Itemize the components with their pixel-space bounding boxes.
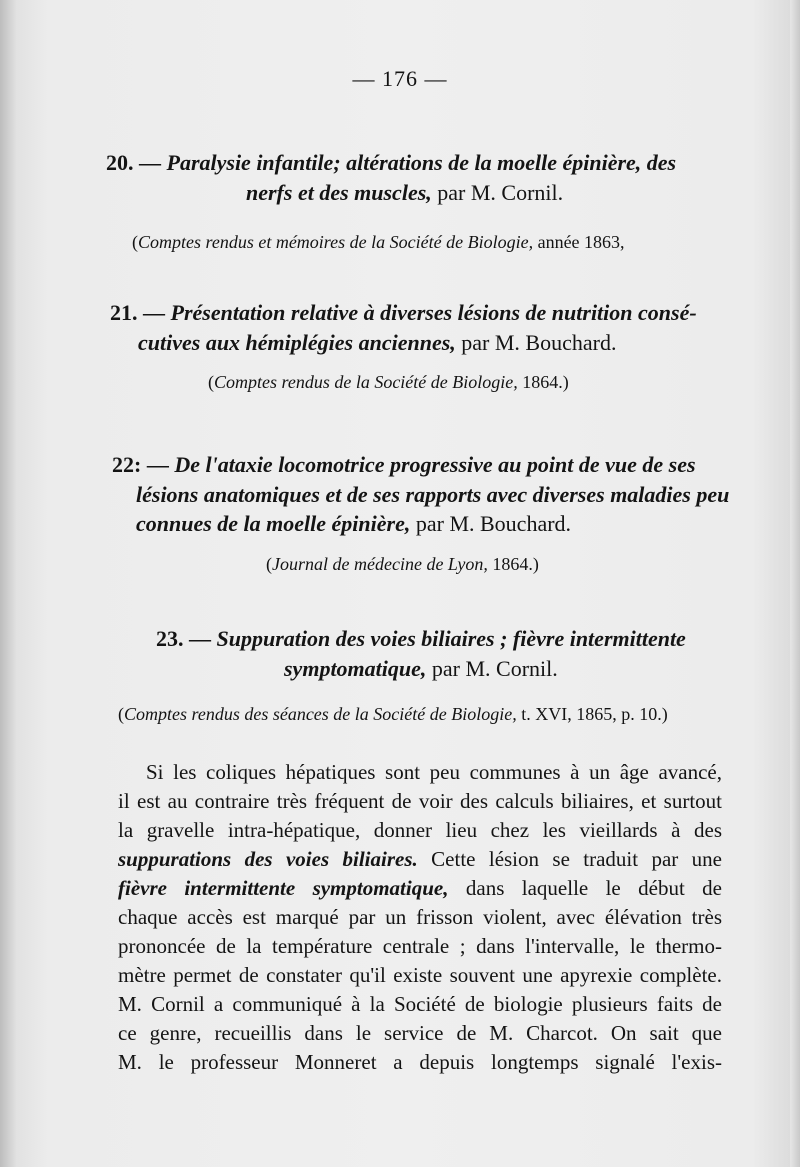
entry-22-title-line-3: connues de la moelle épinière, bbox=[136, 511, 411, 536]
entry-23-number: 23. — bbox=[156, 626, 211, 651]
paragraph-line-10: ce genre, recueillis dans le service de M. Charcot. On sait que bbox=[118, 1021, 722, 1045]
entry-23-line-1 bbox=[156, 626, 686, 652]
entry-22-source-title: Journal de médecine de Lyon, bbox=[272, 554, 488, 574]
entry-23-author: par M. Cornil. bbox=[431, 656, 558, 681]
entry-21-source-title: Comptes rendus de la Société de Biologie, bbox=[214, 372, 518, 392]
entry-20-source bbox=[132, 232, 625, 253]
paragraph-line-5-rest: dans laquelle le début de bbox=[465, 876, 723, 900]
paragraph-line-1: Si les coliques hépatiques sont peu communes à un âge avancé, bbox=[146, 760, 722, 784]
entry-20-title-line-1: Paralysie infantile; altérations de la moelle épinière, des bbox=[166, 150, 677, 175]
entry-23-line-2 bbox=[284, 656, 558, 682]
paragraph-line-2: il est au contraire très fréquent de voir des calculs biliaires, et surtout bbox=[118, 789, 722, 813]
paragraph-emphasis-fievre: fièvre intermittente symptomatique, bbox=[118, 876, 449, 900]
entry-22-title-line-1: De l'ataxie locomotrice progressive au point de vue de ses bbox=[174, 452, 696, 477]
paragraph-line-6: chaque accès est marqué par un frisson violent, avec élévation très bbox=[118, 905, 722, 929]
entry-20-line-1 bbox=[106, 150, 698, 176]
entry-20-author: par M. Cornil. bbox=[437, 180, 564, 205]
page-edge-shadow bbox=[790, 0, 800, 1167]
entry-22-line-3 bbox=[136, 511, 571, 537]
entry-23-source bbox=[118, 704, 668, 725]
entry-22-source bbox=[266, 554, 539, 575]
entry-22-title-line-2: lésions anatomiques et de ses rapports avec diverses maladies peu bbox=[136, 482, 730, 507]
entry-21-source-open: ( bbox=[208, 372, 214, 392]
entry-22-line-2 bbox=[136, 482, 729, 508]
entry-20-title-line-2: nerfs et des muscles, bbox=[246, 180, 432, 205]
paragraph-line-7: prononcée de la température centrale ; dans l'intervalle, le thermo- bbox=[118, 934, 722, 958]
entry-23-title-line-2: symptomatique, bbox=[284, 656, 427, 681]
entry-20-source-detail: année 1863, bbox=[537, 232, 625, 252]
entry-22-source-open: ( bbox=[266, 554, 272, 574]
entry-22-line-1 bbox=[112, 452, 696, 478]
entry-21-title-line-1: Présentation relative à diverses lésions de nutrition consé- bbox=[170, 300, 697, 325]
paragraph-line-9: M. Cornil a communiqué à la Société de biologie plusieurs faits de bbox=[118, 992, 722, 1016]
entry-21-source-detail: 1864.) bbox=[522, 372, 569, 392]
paragraph-line-11: M. le professeur Monneret a depuis longtemps signalé l'exis- bbox=[118, 1050, 722, 1074]
paragraph-line-3: la gravelle intra-hépatique, donner lieu chez les vieillards à des bbox=[118, 818, 722, 842]
paragraph-line-8: mètre permet de constater qu'il existe souvent une apyrexie complète. bbox=[118, 963, 722, 987]
entry-22-source-detail: 1864.) bbox=[492, 554, 539, 574]
entry-21-title-line-2: cutives aux hémiplégies anciennes, bbox=[138, 330, 456, 355]
entry-23-source-title: Comptes rendus des séances de la Société de Biologie, bbox=[124, 704, 517, 724]
page-spine-shadow bbox=[0, 0, 16, 1167]
entry-23-title-line-1: Suppuration des voies biliaires ; fièvre intermittente bbox=[216, 626, 686, 651]
entry-23-source-open: ( bbox=[118, 704, 124, 724]
page-number: — 176 — bbox=[352, 66, 448, 91]
entry-21-author: par M. Bouchard. bbox=[461, 330, 617, 355]
entry-20-source-title: Comptes rendus et mémoires de la Société de Biologie, bbox=[138, 232, 534, 252]
paragraph-line-5 bbox=[118, 876, 722, 901]
entry-21-number: 21. — bbox=[110, 300, 165, 325]
paragraph-line-4-rest: Cette lésion se traduit par une bbox=[431, 847, 722, 871]
entry-23-source-detail: t. XVI, 1865, p. 10.) bbox=[521, 704, 668, 724]
entry-21-source bbox=[208, 372, 569, 393]
paragraph-line-4 bbox=[118, 847, 722, 872]
entry-20-number: 20. — bbox=[106, 150, 161, 175]
entry-21-line-2 bbox=[138, 330, 616, 356]
entry-22-author: par M. Bouchard. bbox=[415, 511, 572, 536]
entry-22-number: 22: — bbox=[112, 452, 169, 477]
paragraph-emphasis-suppurations: suppurations des voies biliaires. bbox=[118, 847, 418, 871]
entry-20-source-open: ( bbox=[132, 232, 138, 252]
entry-20-line-2 bbox=[246, 180, 563, 206]
entry-21-line-1 bbox=[110, 300, 697, 326]
